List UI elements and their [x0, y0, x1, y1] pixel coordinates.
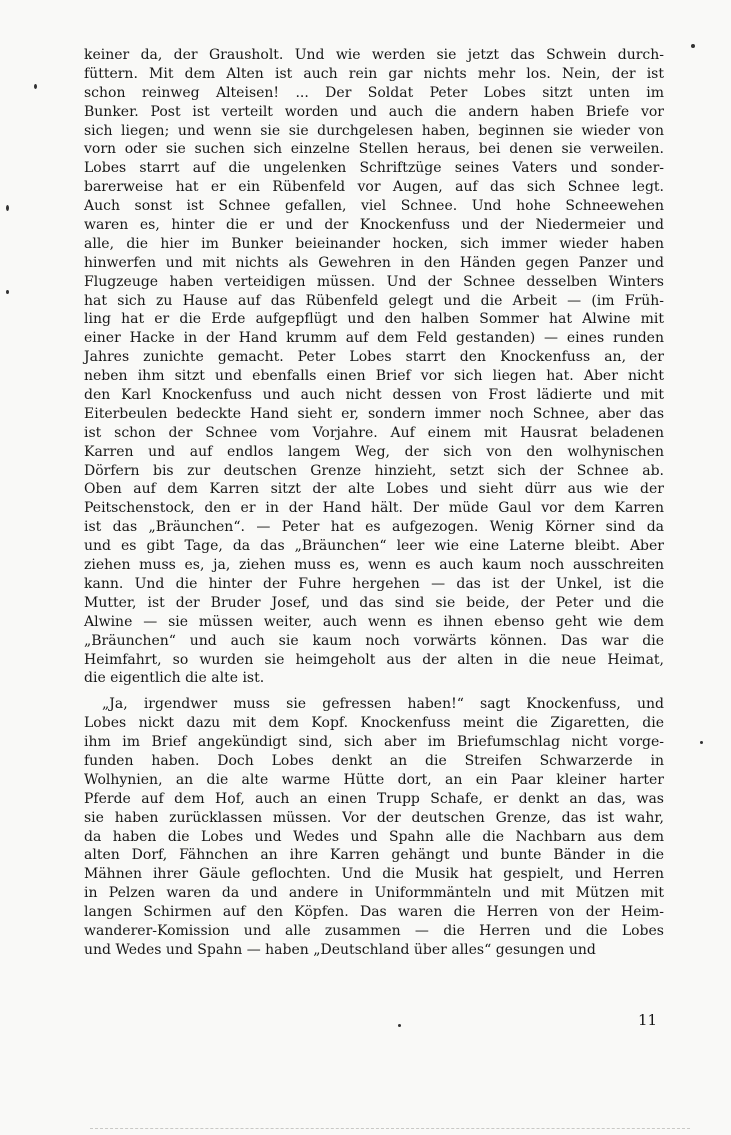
- text-line: Oben auf dem Karren sitzt der alte Lobes und sieht dürr aus wie der: [84, 481, 664, 498]
- text-line: ling hat er die Erde aufgepflügt und den halben Sommer hat Alwine mit: [84, 311, 664, 328]
- scan-speck: [6, 205, 9, 211]
- text-line: Flugzeuge haben verteidigen müssen. Und der Schnee desselben Winters: [84, 273, 664, 290]
- text-line: sich liegen; und wenn sie sie durchgelesen haben, beginnen sie wieder von: [84, 122, 664, 139]
- text-line: sie haben zurücklassen müssen. Vor der deutschen Grenze, das ist wahr,: [84, 809, 664, 826]
- text-line: da haben die Lobes und Wedes und Spahn alle die Nachbarn aus dem: [84, 828, 664, 845]
- text-line: die eigentlich die alte ist.: [84, 670, 265, 687]
- scan-edge: [90, 1128, 690, 1129]
- text-line: Bunker. Post ist verteilt worden und auch die andern haben Briefe vor: [84, 103, 664, 120]
- text-line: Auch sonst ist Schnee gefallen, viel Schnee. Und hohe Schneewehen: [84, 198, 664, 215]
- paragraph-gap: [84, 688, 664, 695]
- scan-speck: [6, 290, 9, 294]
- text-line: waren es, hinter die er und der Knockenfuss und der Niedermeier und: [84, 217, 664, 234]
- text-line: vorn oder sie suchen sich einzelne Stellen heraus, bei denen sie verweilen.: [84, 141, 664, 158]
- text-line: Lobes nickt dazu mit dem Kopf. Knockenfuss meint die Zigaretten, die: [84, 715, 664, 732]
- text-line: barerweise hat er ein Rübenfeld vor Augen, auf das sich Schnee legt.: [84, 179, 664, 196]
- text-line: und es gibt Tage, da das „Bräunchen“ leer wie eine Laterne bleibt. Aber: [84, 538, 664, 555]
- text-line: alten Dorf, Fähnchen an ihre Karren gehängt und bunte Bänder in die: [84, 847, 664, 864]
- text-line: keiner da, der Grausholt. Und wie werden sie jetzt das Schwein durch-: [84, 47, 664, 63]
- text-line: Mähnen ihrer Gäule geflochten. Und die Musik hat gespielt, und Herren: [84, 866, 664, 883]
- scan-speck: [398, 1024, 401, 1027]
- scan-speck: [34, 84, 37, 89]
- text-line: Wolhynien, an die alte warme Hütte dort, an ein Paar kleiner harter: [84, 771, 664, 788]
- text-line: neben ihm sitzt und ebenfalls einen Brief vor sich liegen hat. Aber nicht: [84, 368, 664, 385]
- body-text: [84, 46, 664, 960]
- text-line: Eiterbeulen bedeckte Hand sieht er, sondern immer noch Schnee, aber das: [84, 405, 664, 422]
- text-line: wanderer-Komission und alle zusammen — die Herren und die Lobes: [84, 922, 664, 939]
- text-line: kann. Und die hinter der Fuhre hergehen — das ist der Unkel, ist die: [84, 575, 664, 592]
- text-line: einer Hacke in der Hand krumm auf dem Feld gestanden) — eines runden: [84, 330, 664, 347]
- text-line: und Wedes und Spahn — haben „Deutschland über alles“ gesungen und: [84, 941, 596, 958]
- text-line: Karren und auf endlos langem Weg, der sich von den wolhynischen: [84, 443, 664, 460]
- text-line: ist schon der Schnee vom Vorjahre. Auf einem mit Hausrat beladenen: [84, 424, 664, 441]
- text-line: langen Schirmen auf den Köpfen. Das waren die Herren von der Heim-: [84, 904, 664, 921]
- text-line: schon reinweg Alteisen! ... Der Soldat Peter Lobes sitzt unten im: [84, 84, 664, 101]
- text-line: in Pelzen waren da und andere in Uniformmänteln und mit Mützen mit: [84, 885, 664, 902]
- text-line: Lobes starrt auf die ungelenken Schriftzüge seines Vaters und sonder-: [84, 160, 664, 177]
- text-line: „Bräunchen“ und auch sie kaum noch vorwärts können. Das war die: [84, 632, 664, 649]
- text-line: funden haben. Doch Lobes denkt an die Streifen Schwarzerde in: [84, 752, 664, 769]
- text-line: alle, die hier im Bunker beieinander hocken, sich immer wieder haben: [84, 235, 664, 252]
- text-line: hat sich zu Hause auf das Rübenfeld gelegt und die Arbeit — (im Früh-: [84, 292, 664, 309]
- text-line: ist das „Bräunchen“. — Peter hat es aufgezogen. Wenig Körner sind da: [84, 519, 664, 536]
- text-line: Mutter, ist der Bruder Josef, und das sind sie beide, der Peter und die: [84, 594, 664, 611]
- text-line: ziehen muss es, ja, ziehen muss es, wenn es auch kaum noch ausschreiten: [84, 557, 664, 574]
- text-line: Peitschenstock, den er in der Hand hält. Der müde Gaul vor dem Karren: [84, 500, 664, 517]
- page-number: 11: [638, 1011, 658, 1029]
- scan-speck: [700, 741, 703, 744]
- scan-speck: [691, 44, 695, 48]
- text-line: hinwerfen und mit nichts als Gewehren in den Händen gegen Panzer und: [84, 254, 664, 271]
- text-line: Pferde auf dem Hof, auch an einen Trupp Schafe, er denkt an das, was: [84, 790, 664, 807]
- text-line: Heimfahrt, so wurden sie heimgeholt aus der alten in die neue Heimat,: [84, 651, 664, 668]
- paragraph: [84, 695, 664, 959]
- text-line: ihm im Brief angekündigt sind, sich aber im Briefumschlag nicht vorge-: [84, 734, 664, 751]
- text-line: „Ja, irgendwer muss sie gefressen haben!“ sagt Knockenfuss, und: [102, 696, 664, 713]
- text-line: den Karl Knockenfuss und auch nicht dessen von Frost lädierte und mit: [84, 387, 664, 404]
- paragraph: [84, 46, 664, 688]
- text-line: Dörfern bis zur deutschen Grenze hinzieht, setzt sich der Schnee ab.: [84, 462, 664, 479]
- text-line: Alwine — sie müssen weiter, auch wenn es ihnen ebenso geht wie dem: [84, 613, 664, 630]
- text-line: Jahres zunichte gemacht. Peter Lobes starrt den Knockenfuss an, der: [84, 349, 664, 366]
- text-line: füttern. Mit dem Alten ist auch rein gar nichts mehr los. Nein, der ist: [84, 65, 664, 82]
